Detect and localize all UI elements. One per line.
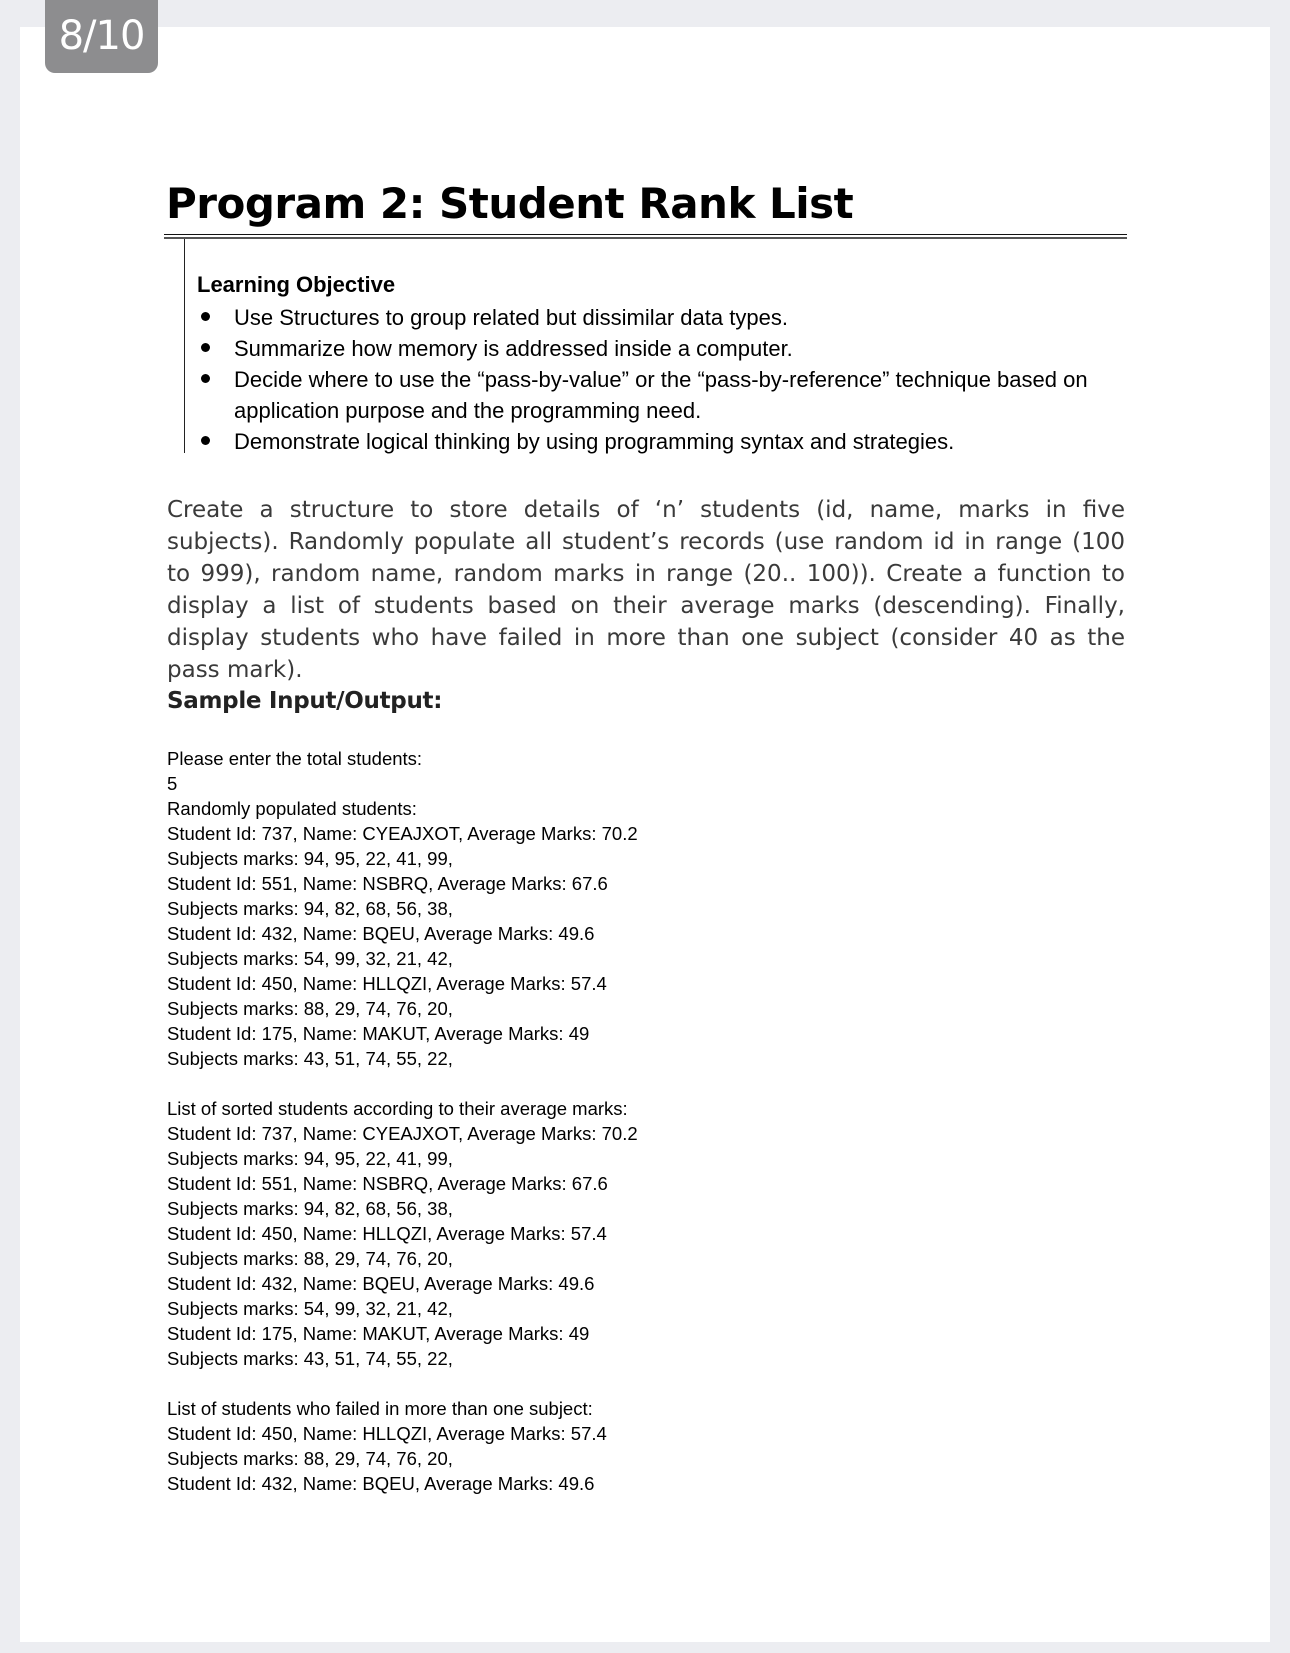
page-counter[interactable]: 8/10 — [45, 0, 158, 73]
problem-description: Create a structure to store details of ‘n’ students (id, name, marks in five subjects). Randomly populate all student’s records (use random id in range (100 to 999), random name, random marks in range (20.. 100)). Create a function to display a list of students based on their average marks (descending). Finally, display students who have failed in more than one subject (consider 40 as the pass mark). — [167, 497, 1125, 683]
learning-objective-heading: Learning Objective — [197, 272, 396, 297]
output-line: Subjects marks: 94, 82, 68, 56, 38, — [167, 1198, 453, 1219]
output-line: Student Id: 450, Name: HLLQZI, Average Marks: 57.4 — [167, 973, 607, 994]
output-line: Student Id: 175, Name: MAKUT, Average Marks: 49 — [167, 1023, 590, 1044]
output-line: Please enter the total students: — [167, 748, 423, 769]
output-line: Student Id: 737, Name: CYEAJXOT, Average Marks: 70.2 — [167, 1123, 638, 1144]
output-line: 5 — [167, 773, 178, 794]
learning-objective-text: Decide where to use the “pass-by-value” or the “pass-by-reference” technique based on application purpose and the programming need. — [234, 367, 1088, 423]
output-line: Subjects marks: 43, 51, 74, 55, 22, — [167, 1048, 453, 1069]
output-line: Subjects marks: 94, 82, 68, 56, 38, — [167, 898, 453, 919]
output-line: Subjects marks: 43, 51, 74, 55, 22, — [167, 1348, 453, 1369]
page-title: Program 2: Student Rank List — [166, 179, 854, 228]
output-line: Subjects marks: 54, 99, 32, 21, 42, — [167, 1298, 453, 1319]
bullet-icon — [201, 312, 210, 321]
learning-objective-item — [185, 426, 1104, 457]
learning-objective-item — [185, 364, 1104, 426]
output-line: List of sorted students according to their average marks: — [167, 1098, 628, 1119]
bullet-icon — [201, 374, 210, 383]
output-spacer — [167, 1071, 638, 1096]
learning-objective-box — [184, 239, 1125, 453]
output-line: Student Id: 175, Name: MAKUT, Average Marks: 49 — [167, 1323, 590, 1344]
output-line: Student Id: 450, Name: HLLQZI, Average Marks: 57.4 — [167, 1223, 607, 1244]
sample-io-heading: Sample Input/Output: — [167, 688, 443, 714]
output-line: Student Id: 432, Name: BQEU, Average Marks: 49.6 — [167, 1473, 595, 1494]
output-line: Student Id: 450, Name: HLLQZI, Average Marks: 57.4 — [167, 1423, 607, 1444]
output-line: Subjects marks: 54, 99, 32, 21, 42, — [167, 948, 453, 969]
output-line: Subjects marks: 94, 95, 22, 41, 99, — [167, 1148, 453, 1169]
output-line: Student Id: 551, Name: NSBRQ, Average Marks: 67.6 — [167, 1173, 608, 1194]
output-line: Randomly populated students: — [167, 798, 417, 819]
sample-output — [167, 746, 638, 1496]
learning-objective-text: Summarize how memory is addressed inside a computer. — [234, 336, 793, 361]
learning-objective-text: Demonstrate logical thinking by using programming syntax and strategies. — [234, 429, 955, 454]
output-line: List of students who failed in more than one subject: — [167, 1398, 593, 1419]
learning-objective-item — [185, 302, 1104, 333]
output-line: Subjects marks: 88, 29, 74, 76, 20, — [167, 1448, 453, 1469]
output-line: Subjects marks: 88, 29, 74, 76, 20, — [167, 1248, 453, 1269]
learning-objective-text: Use Structures to group related but dissimilar data types. — [234, 305, 788, 330]
title-divider — [164, 234, 1127, 235]
output-line: Student Id: 737, Name: CYEAJXOT, Average Marks: 70.2 — [167, 823, 638, 844]
output-line: Student Id: 551, Name: NSBRQ, Average Marks: 67.6 — [167, 873, 608, 894]
output-line: Student Id: 432, Name: BQEU, Average Marks: 49.6 — [167, 1273, 595, 1294]
bullet-icon — [201, 436, 210, 445]
bullet-icon — [201, 343, 210, 352]
output-line: Student Id: 432, Name: BQEU, Average Marks: 49.6 — [167, 923, 595, 944]
learning-objective-list — [185, 302, 1104, 457]
output-spacer — [167, 1371, 638, 1396]
learning-objective-item — [185, 333, 1104, 364]
output-line: Subjects marks: 94, 95, 22, 41, 99, — [167, 848, 453, 869]
output-line: Subjects marks: 88, 29, 74, 76, 20, — [167, 998, 453, 1019]
